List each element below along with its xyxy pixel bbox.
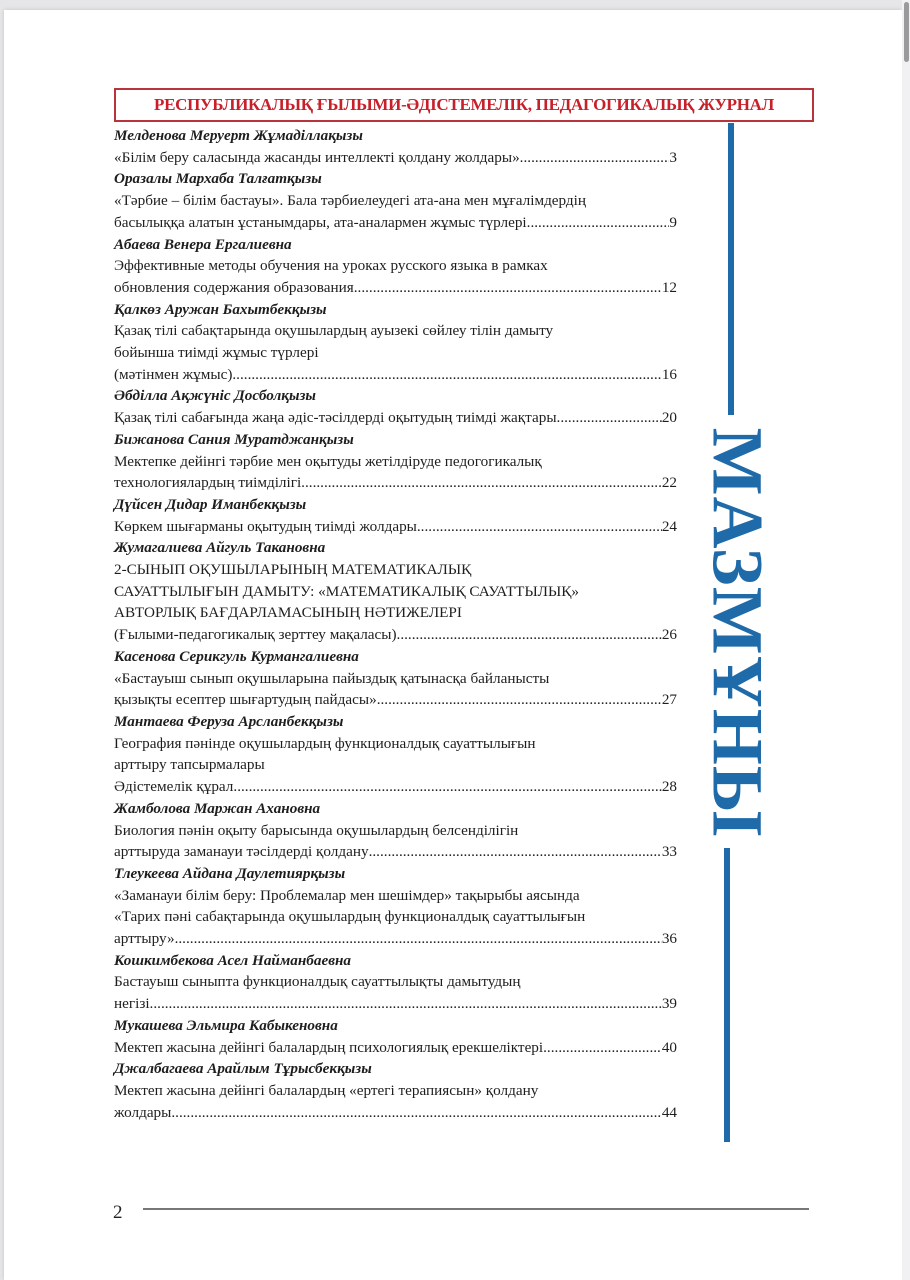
dot-leader bbox=[557, 407, 662, 429]
toc-title-line: Биология пәнін оқыту барысында оқушылардың белсенділігін bbox=[114, 821, 519, 839]
toc-page-number: 44 bbox=[661, 1103, 677, 1121]
section-title: МАЗМҰНЫ bbox=[697, 427, 778, 837]
toc-title-line: Әдістемелік құрал bbox=[114, 778, 234, 796]
toc-author: Мелденова Меруерт Жұмаділлақызы bbox=[114, 127, 363, 144]
dot-leader bbox=[417, 516, 662, 538]
toc-title-line: негізі bbox=[114, 995, 150, 1013]
toc-title-leader-line bbox=[114, 624, 677, 646]
toc-page-number: 12 bbox=[661, 278, 677, 296]
toc-author: Дүйсен Дидар Иманбекқызы bbox=[114, 495, 307, 513]
journal-header bbox=[114, 88, 814, 122]
toc-page-number: 24 bbox=[661, 517, 677, 535]
scrollbar-thumb[interactable] bbox=[904, 2, 909, 62]
toc-author: Мукашева Эльмира Кабыкеновна bbox=[114, 1016, 338, 1034]
toc-title-leader-line bbox=[114, 689, 677, 711]
toc-title-line: Мектепке дейінгі тәрбие мен оқытуды жетілдіруде педогогикалық bbox=[114, 452, 542, 470]
toc-entry[interactable] bbox=[114, 863, 677, 950]
toc-title-line: «Заманауи білім беру: Проблемалар мен шешімдер» тақырыбы аясында bbox=[114, 886, 580, 904]
toc-title-line: 2-СЫНЫП ОҚУШЫЛАРЫНЫҢ МАТЕМАТИКАЛЫҚ bbox=[114, 561, 472, 579]
dot-leader bbox=[377, 689, 662, 711]
toc-entry[interactable] bbox=[114, 494, 677, 537]
toc-title-line: Бастауыш сыныпта функционалдық сауаттылықты дамытудың bbox=[114, 973, 521, 991]
toc-entry[interactable] bbox=[114, 429, 677, 494]
dot-leader bbox=[397, 624, 662, 646]
toc-page-number: 40 bbox=[661, 1038, 677, 1056]
toc-title-line: обновления содержания образования bbox=[114, 278, 354, 296]
toc-title-line: технологиялардың тиімділігі bbox=[114, 474, 302, 492]
toc-page-number: 33 bbox=[661, 843, 677, 861]
dot-leader bbox=[232, 364, 661, 386]
toc-title-line: САУАТТЫЛЫҒЫН ДАМЫТУ: «МАТЕМАТИКАЛЫҚ САУАТТЫЛЫҚ» bbox=[114, 582, 579, 600]
table-of-contents bbox=[114, 125, 677, 1123]
toc-entry[interactable] bbox=[114, 1015, 677, 1058]
toc-page-number: 26 bbox=[661, 626, 677, 644]
toc-entry[interactable] bbox=[114, 299, 677, 386]
decorative-blue-bar-bottom bbox=[724, 848, 730, 1142]
toc-page-number: 39 bbox=[661, 995, 677, 1013]
toc-title-leader-line bbox=[114, 407, 677, 429]
toc-title-line: (мәтінмен жұмыс) bbox=[114, 365, 233, 383]
toc-title-line: Көркем шығарманы оқытудың тиімді жолдары bbox=[114, 517, 417, 535]
toc-author: Әбділла Ақжүніс Досболқызы bbox=[114, 387, 316, 405]
toc-title-line: «Бастауыш сынып оқушыларына пайыздық қатынасқа байланысты bbox=[114, 669, 550, 687]
toc-title-line: Эффективные методы обучения на уроках русского языка в рамках bbox=[114, 257, 548, 275]
toc-title-line: арттыру» bbox=[114, 930, 175, 948]
toc-title-line: басылыққа алатын ұстанымдары, ата-аналармен жұмыс түрлері bbox=[114, 213, 527, 231]
toc-page-number: 9 bbox=[669, 213, 677, 231]
toc-author: Абаева Венера Ергалиевна bbox=[114, 235, 292, 253]
dot-leader bbox=[171, 1102, 661, 1124]
toc-page-number: 27 bbox=[661, 691, 677, 709]
dot-leader bbox=[527, 212, 670, 234]
toc-title-line: Қазақ тілі сабақтарында оқушылардың ауызекі сөйлеу тілін дамыту bbox=[114, 322, 554, 340]
toc-title-line: «Тәрбие – білім бастауы». Бала тәрбиелеудегі ата-ана мен мұғалімдердің bbox=[114, 192, 587, 210]
dot-leader bbox=[301, 472, 662, 494]
toc-entry[interactable] bbox=[114, 537, 677, 646]
dot-leader bbox=[233, 776, 661, 798]
toc-title-line: Мектеп жасына дейінгі балалардың психологиялық ерекшеліктері bbox=[114, 1038, 544, 1056]
toc-title-leader-line bbox=[114, 277, 677, 299]
toc-title-leader-line bbox=[114, 364, 677, 386]
scrollbar[interactable] bbox=[902, 0, 910, 1280]
toc-entry[interactable] bbox=[114, 385, 677, 428]
toc-title-leader-line bbox=[114, 776, 677, 798]
toc-author: Бижанова Сания Муратджанқызы bbox=[114, 430, 354, 448]
toc-title-line: (Ғылыми-педагогикалық зерттеу мақаласы) bbox=[114, 626, 397, 644]
toc-author: Қалкөз Аружан Бахытбекқызы bbox=[114, 300, 327, 318]
toc-author: Оразалы Мархаба Талғатқызы bbox=[114, 170, 322, 188]
toc-title-line: «Тарих пәні сабақтарында оқушылардың функционалдық сауаттылығын bbox=[114, 908, 586, 926]
toc-page-number: 28 bbox=[661, 778, 677, 796]
toc-page-number: 16 bbox=[661, 365, 677, 383]
toc-page-number: 22 bbox=[661, 474, 677, 492]
toc-title-line: бойынша тиімді жұмыс түрлері bbox=[114, 344, 319, 362]
toc-entry[interactable] bbox=[114, 646, 677, 711]
toc-author: Жамболова Маржан Ахановна bbox=[114, 799, 321, 817]
toc-title-line: арттыруда заманауи тәсілдерді қолдану bbox=[114, 843, 369, 861]
section-title-vertical bbox=[697, 412, 778, 852]
toc-title-leader-line bbox=[114, 1102, 677, 1124]
toc-title-leader-line bbox=[114, 472, 677, 494]
toc-title-leader-line bbox=[114, 928, 677, 950]
toc-title-line: География пәнінде оқушылардың функционалдық сауаттылығын bbox=[114, 734, 536, 752]
toc-title-line: жолдары bbox=[114, 1103, 172, 1121]
dot-leader bbox=[354, 277, 662, 299]
toc-title-line: арттыру тапсырмалары bbox=[114, 756, 265, 774]
page-number: 2 bbox=[113, 1202, 123, 1223]
dot-leader bbox=[543, 1037, 662, 1059]
toc-title-leader-line bbox=[114, 147, 677, 169]
toc-title-leader-line bbox=[114, 1037, 677, 1059]
dot-leader bbox=[520, 147, 670, 169]
toc-page-number: 36 bbox=[661, 930, 677, 948]
toc-entry[interactable] bbox=[114, 234, 677, 299]
decorative-blue-bar-top bbox=[728, 123, 734, 415]
toc-page-number: 20 bbox=[661, 409, 677, 427]
toc-author: Кошкимбекова Асел Найманбаевна bbox=[114, 951, 352, 969]
toc-entry[interactable] bbox=[114, 125, 677, 168]
toc-title-leader-line bbox=[114, 516, 677, 538]
dot-leader bbox=[369, 841, 662, 863]
toc-entry[interactable] bbox=[114, 798, 677, 863]
toc-author: Джалбагаева Арайлым Тұрысбекқызы bbox=[114, 1060, 372, 1078]
toc-title-leader-line bbox=[114, 841, 677, 863]
journal-title: РЕСПУБЛИКАЛЫҚ ҒЫЛЫМИ-ӘДІСТЕМЕЛІК, ПЕДАГОГИКАЛЫҚ ЖУРНАЛ bbox=[154, 95, 774, 114]
toc-author: Тлеукеева Айдана Даулетиярқызы bbox=[114, 864, 346, 882]
toc-title-leader-line bbox=[114, 993, 677, 1015]
toc-entry[interactable] bbox=[114, 168, 677, 233]
toc-entry[interactable] bbox=[114, 711, 677, 798]
toc-page-number: 3 bbox=[669, 148, 677, 166]
toc-title-line: Қазақ тілі сабағында жаңа әдіс-тәсілдерді оқытудың тиімді жақтары bbox=[114, 409, 557, 427]
toc-author: Касенова Серикгуль Курмангалиевна bbox=[114, 647, 359, 665]
toc-title-line: «Білім беру саласында жасанды интеллекті қолдану жолдары» bbox=[114, 148, 520, 166]
dot-leader bbox=[150, 993, 662, 1015]
dot-leader bbox=[175, 928, 662, 950]
toc-entry[interactable] bbox=[114, 950, 677, 1015]
toc-title-leader-line bbox=[114, 212, 677, 234]
toc-title-line: Мектеп жасына дейінгі балалардың «ертегі терапиясын» қолдану bbox=[114, 1081, 539, 1099]
toc-title-line: АВТОРЛЫҚ БАҒДАРЛАМАСЫНЫҢ НӘТИЖЕЛЕРІ bbox=[114, 604, 462, 622]
footer-rule bbox=[143, 1208, 809, 1210]
toc-title-line: қызықты есептер шығартудың пайдасы» bbox=[114, 691, 377, 709]
toc-entry[interactable] bbox=[114, 1058, 677, 1123]
toc-author: Мантаева Феруза Арсланбекқызы bbox=[114, 712, 344, 730]
toc-author: Жумагалиева Айгуль Такановна bbox=[114, 539, 326, 557]
